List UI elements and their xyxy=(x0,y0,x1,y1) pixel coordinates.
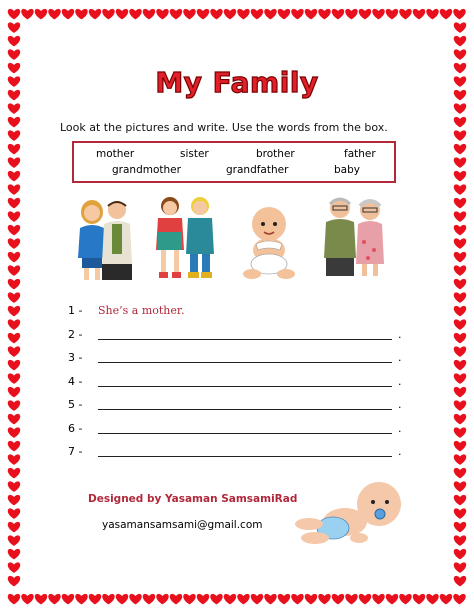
heart-icon xyxy=(8,184,20,195)
word-grandmother: grandmother xyxy=(112,164,181,176)
worksheet-title: My Family xyxy=(155,66,319,99)
heart-icon xyxy=(454,49,466,60)
grandparents-picture xyxy=(318,192,392,284)
heart-icon xyxy=(454,211,466,222)
line-end-dot: . xyxy=(398,327,402,341)
heart-icon xyxy=(8,549,20,560)
heart-icon xyxy=(8,319,20,330)
heart-icon xyxy=(156,594,168,605)
item-number: 1 - xyxy=(68,304,83,317)
heart-icon xyxy=(143,594,155,605)
word-father: father xyxy=(344,148,376,160)
heart-icon xyxy=(454,454,466,465)
heart-icon xyxy=(454,252,466,263)
answer-row xyxy=(68,445,413,465)
line-end-dot: . xyxy=(398,421,402,435)
heart-icon xyxy=(35,594,47,605)
lying-baby-picture xyxy=(293,472,411,550)
heart-icon xyxy=(399,9,411,20)
answer-row xyxy=(68,351,413,371)
heart-icon xyxy=(453,594,465,605)
credit-text: Designed by Yasaman SamsamiRad xyxy=(88,493,298,505)
heart-icon xyxy=(8,441,20,452)
word-grandfather: grandfather xyxy=(226,164,289,176)
heart-icon xyxy=(413,594,425,605)
heart-icon xyxy=(8,225,20,236)
heart-icon xyxy=(8,238,20,249)
heart-icon xyxy=(8,22,20,33)
heart-icon xyxy=(210,594,222,605)
heart-icon xyxy=(197,9,209,20)
heart-icon xyxy=(454,508,466,519)
heart-icon xyxy=(8,594,20,605)
heart-icon xyxy=(372,9,384,20)
heart-icon xyxy=(8,373,20,384)
heart-icon xyxy=(318,9,330,20)
line-end-dot: . xyxy=(398,351,402,364)
answer-line[interactable] xyxy=(98,339,392,340)
heart-icon xyxy=(454,427,466,438)
heart-icon xyxy=(8,9,20,20)
heart-icon xyxy=(75,594,87,605)
answer-line[interactable] xyxy=(98,362,392,363)
heart-icon xyxy=(224,594,236,605)
heart-icon xyxy=(454,238,466,249)
heart-icon xyxy=(332,594,344,605)
heart-icon xyxy=(8,562,20,573)
heart-icon xyxy=(156,9,168,20)
heart-icon xyxy=(8,157,20,168)
heart-icon xyxy=(8,400,20,411)
heart-icon xyxy=(8,495,20,506)
heart-icon xyxy=(454,481,466,492)
heart-icon xyxy=(183,9,195,20)
heart-icon xyxy=(454,265,466,276)
heart-icon xyxy=(454,522,466,533)
item-number: 4 - xyxy=(68,374,83,388)
word-baby: baby xyxy=(334,164,360,176)
answer-row xyxy=(68,422,413,442)
item-number: 6 - xyxy=(68,421,83,435)
heart-icon xyxy=(454,495,466,506)
heart-icon xyxy=(8,508,20,519)
heart-icon xyxy=(454,387,466,398)
heart-icon xyxy=(454,333,466,344)
heart-icon xyxy=(21,9,33,20)
heart-icon xyxy=(8,117,20,128)
heart-icon xyxy=(454,576,466,587)
heart-icon xyxy=(278,594,290,605)
email-text: yasamansamsami@gmail.com xyxy=(102,519,263,531)
heart-icon xyxy=(237,594,249,605)
siblings-picture xyxy=(150,192,222,284)
heart-icon xyxy=(454,171,466,182)
heart-icon xyxy=(62,594,74,605)
heart-icon xyxy=(413,9,425,20)
heart-icon xyxy=(8,279,20,290)
heart-icon xyxy=(453,9,465,20)
heart-icon xyxy=(386,594,398,605)
item-number: 7 - xyxy=(68,445,83,458)
heart-icon xyxy=(454,306,466,317)
heart-icon xyxy=(454,292,466,303)
heart-icon xyxy=(345,9,357,20)
line-end-dot: . xyxy=(398,445,402,458)
heart-icon xyxy=(62,9,74,20)
heart-icon xyxy=(305,594,317,605)
heart-icon xyxy=(454,562,466,573)
heart-icon xyxy=(305,9,317,20)
heart-icon xyxy=(454,36,466,47)
heart-icon xyxy=(454,535,466,546)
heart-icon xyxy=(332,9,344,20)
heart-icon xyxy=(48,9,60,20)
answer-line[interactable] xyxy=(98,456,392,457)
heart-icon xyxy=(386,9,398,20)
item-number: 5 - xyxy=(68,398,83,411)
heart-icon xyxy=(8,265,20,276)
heart-icon xyxy=(116,594,128,605)
heart-icon xyxy=(454,400,466,411)
heart-icon xyxy=(116,9,128,20)
heart-icon xyxy=(8,454,20,465)
heart-icon xyxy=(8,427,20,438)
heart-icon xyxy=(8,49,20,60)
heart-icon xyxy=(210,9,222,20)
heart-icon xyxy=(440,9,452,20)
heart-icon xyxy=(8,252,20,263)
heart-icon xyxy=(8,144,20,155)
heart-icon xyxy=(372,594,384,605)
heart-icon xyxy=(359,594,371,605)
heart-icon xyxy=(8,36,20,47)
heart-icon xyxy=(8,103,20,114)
heart-icon xyxy=(426,594,438,605)
answer-text: She’s a mother. xyxy=(98,304,185,317)
item-number: 2 - xyxy=(68,327,83,341)
heart-icon xyxy=(454,144,466,155)
heart-icon xyxy=(170,9,182,20)
answer-line[interactable] xyxy=(98,386,392,387)
heart-icon xyxy=(454,346,466,357)
heart-icon xyxy=(426,9,438,20)
heart-icon xyxy=(197,594,209,605)
heart-icon xyxy=(170,594,182,605)
heart-icon xyxy=(454,184,466,195)
heart-icon xyxy=(8,198,20,209)
heart-icon xyxy=(224,9,236,20)
heart-icon xyxy=(454,468,466,479)
heart-icon xyxy=(129,9,141,20)
heart-icon xyxy=(440,594,452,605)
answer-row xyxy=(68,328,413,348)
heart-icon xyxy=(264,9,276,20)
heart-icon xyxy=(454,441,466,452)
heart-icon xyxy=(251,594,263,605)
heart-icon xyxy=(454,549,466,560)
word-brother: brother xyxy=(256,148,295,160)
heart-icon xyxy=(8,360,20,371)
instruction-text: Look at the pictures and write. Use the words from the box. xyxy=(60,121,388,134)
baby-picture xyxy=(238,202,300,284)
heart-icon xyxy=(359,9,371,20)
heart-icon xyxy=(454,360,466,371)
heart-icon xyxy=(454,117,466,128)
heart-icon xyxy=(8,535,20,546)
heart-icon xyxy=(89,9,101,20)
heart-icon xyxy=(129,594,141,605)
heart-icon xyxy=(454,279,466,290)
heart-icon xyxy=(345,594,357,605)
heart-icon xyxy=(21,594,33,605)
heart-icon xyxy=(454,225,466,236)
heart-icon xyxy=(237,9,249,20)
heart-icon xyxy=(89,594,101,605)
heart-icon xyxy=(8,171,20,182)
answer-row xyxy=(68,304,413,324)
heart-icon xyxy=(48,594,60,605)
heart-icon xyxy=(8,306,20,317)
heart-icon xyxy=(8,468,20,479)
line-end-dot: . xyxy=(398,398,402,411)
heart-icon xyxy=(8,333,20,344)
heart-icon xyxy=(291,9,303,20)
heart-icon xyxy=(183,594,195,605)
heart-icon xyxy=(143,9,155,20)
heart-icon xyxy=(291,594,303,605)
heart-icon xyxy=(454,157,466,168)
heart-icon xyxy=(8,576,20,587)
item-number: 3 - xyxy=(68,351,83,364)
heart-icon xyxy=(454,373,466,384)
heart-icon xyxy=(8,481,20,492)
heart-icon xyxy=(8,130,20,141)
heart-icon xyxy=(454,198,466,209)
answer-row xyxy=(68,375,413,395)
heart-icon xyxy=(454,414,466,425)
heart-icon xyxy=(8,211,20,222)
parents-picture xyxy=(72,192,136,284)
heart-icon xyxy=(454,22,466,33)
heart-icon xyxy=(102,9,114,20)
heart-icon xyxy=(8,346,20,357)
answer-line[interactable] xyxy=(98,433,392,434)
heart-icon xyxy=(399,594,411,605)
heart-icon xyxy=(454,130,466,141)
heart-icon xyxy=(8,414,20,425)
heart-icon xyxy=(8,292,20,303)
word-sister: sister xyxy=(180,148,209,160)
heart-icon xyxy=(264,594,276,605)
answer-line[interactable] xyxy=(98,409,392,410)
heart-icon xyxy=(75,9,87,20)
heart-icon xyxy=(454,103,466,114)
answer-row xyxy=(68,398,413,418)
word-mother: mother xyxy=(96,148,135,160)
heart-icon xyxy=(102,594,114,605)
line-end-dot: . xyxy=(398,374,402,388)
heart-icon xyxy=(35,9,47,20)
word-box xyxy=(72,141,396,183)
heart-icon xyxy=(454,319,466,330)
heart-icon xyxy=(251,9,263,20)
heart-icon xyxy=(8,387,20,398)
heart-icon xyxy=(8,522,20,533)
heart-icon xyxy=(318,594,330,605)
heart-icon xyxy=(278,9,290,20)
